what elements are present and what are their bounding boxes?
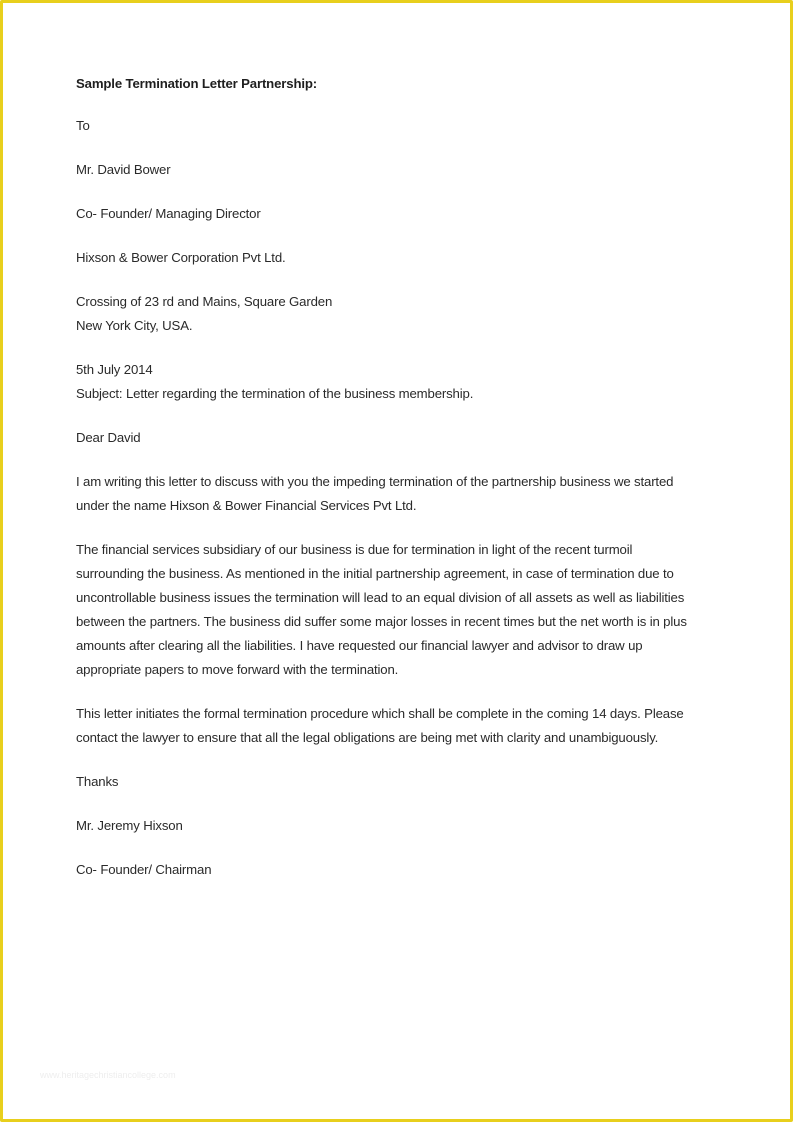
paragraph-line: This letter initiates the formal termination procedure which shall be complete in the coming 14 days. Please	[76, 706, 684, 721]
paragraph-line: uncontrollable business issues the termination will lead to an equal division of all assets as well as liabilities	[76, 590, 685, 605]
sender-position: Co- Founder/ Chairman	[76, 862, 212, 877]
paragraph-line: The financial services subsidiary of our business is due for termination in light of the recent turmoil	[76, 542, 633, 557]
salutation: Dear David	[76, 430, 141, 445]
paragraph-3	[76, 702, 716, 750]
address-line-2: New York City, USA.	[76, 318, 193, 333]
recipient-name: Mr. David Bower	[76, 162, 171, 177]
watermark: www.heritagechristiancollege.com	[40, 1070, 176, 1080]
address-line-1: Crossing of 23 rd and Mains, Square Garden	[76, 294, 333, 309]
paragraph-line: appropriate papers to move forward with the termination.	[76, 662, 399, 677]
paragraph-line: amounts after clearing all the liabilities. I have requested our financial lawyer and advisor to draw up	[76, 638, 643, 653]
letter-date: 5th July 2014	[76, 362, 153, 377]
paragraph-line: under the name Hixson & Bower Financial Services Pvt Ltd.	[76, 498, 417, 513]
recipient-address	[76, 290, 716, 338]
letter-body	[76, 74, 716, 902]
paragraph-line: contact the lawyer to ensure that all the legal obligations are being met with clarity and unambiguously.	[76, 730, 659, 745]
paragraph-2	[76, 538, 716, 682]
document-title: Sample Termination Letter Partnership:	[76, 76, 318, 91]
letter-subject: Subject: Letter regarding the termination of the business membership.	[76, 386, 474, 401]
date-subject-block	[76, 358, 716, 406]
closing: Thanks	[76, 774, 119, 789]
paragraph-1	[76, 470, 716, 518]
paragraph-line: between the partners. The business did suffer some major losses in recent times but the net worth is in plus	[76, 614, 687, 629]
to-label: To	[76, 118, 90, 133]
recipient-position: Co- Founder/ Managing Director	[76, 206, 261, 221]
recipient-company: Hixson & Bower Corporation Pvt Ltd.	[76, 250, 286, 265]
sender-name: Mr. Jeremy Hixson	[76, 818, 183, 833]
paragraph-line: I am writing this letter to discuss with you the impeding termination of the partnership business we started	[76, 474, 674, 489]
paragraph-line: surrounding the business. As mentioned in the initial partnership agreement, in case of termination due to	[76, 566, 674, 581]
